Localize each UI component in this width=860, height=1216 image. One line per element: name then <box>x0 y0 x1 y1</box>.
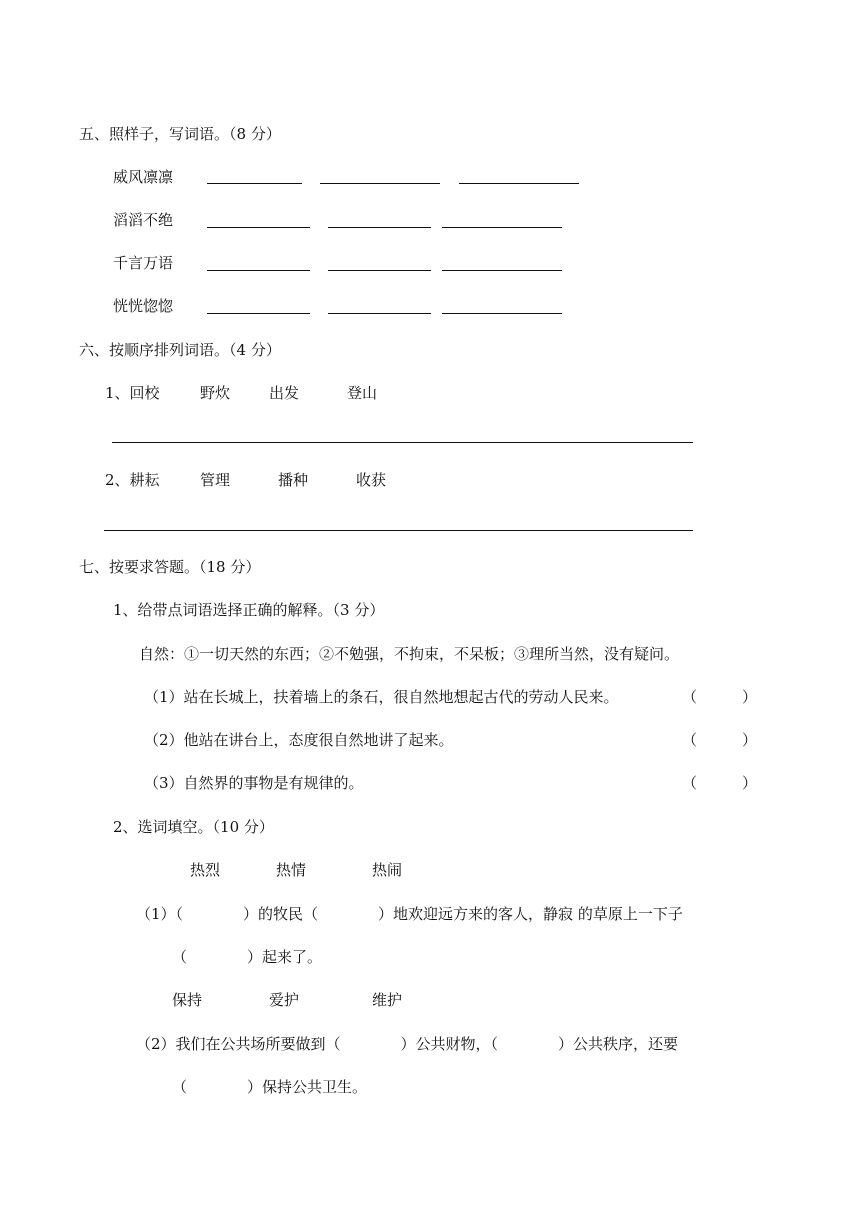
answer-blank[interactable] <box>442 270 562 271</box>
answer-blank[interactable] <box>207 313 310 314</box>
fill-sentence-cont: （ ）起来了。 <box>172 948 323 966</box>
q1-first-word: 1、回校 <box>105 384 160 402</box>
section-6-heading: 六、按顺序排列词语。（4 分） <box>79 341 281 359</box>
answer-paren[interactable]: （ ） <box>682 774 758 792</box>
word-item: 收获 <box>356 471 387 489</box>
example-word: 恍恍惚惚 <box>113 297 174 315</box>
word-choice: 维护 <box>372 991 403 1009</box>
answer-blank[interactable] <box>328 270 431 271</box>
fill-sentence-cont: （ ）保持公共卫生。 <box>172 1078 368 1096</box>
answer-paren[interactable]: （ ） <box>682 688 758 706</box>
answer-blank[interactable] <box>442 227 562 228</box>
definition-line: 自然：①一切天然的东西；②不勉强，不拘束，不呆板；③理所当然，没有疑问。 <box>139 645 680 663</box>
section-5-heading: 五、照样子，写词语。（8 分） <box>79 125 281 143</box>
answer-blank[interactable] <box>328 313 431 314</box>
word-choice: 热情 <box>276 861 307 879</box>
answer-line[interactable] <box>104 530 693 531</box>
word-item: 登山 <box>347 384 378 402</box>
example-word: 千言万语 <box>113 254 174 272</box>
example-word: 威风凛凛 <box>113 168 174 186</box>
answer-blank[interactable] <box>207 183 302 184</box>
word-choice: 保持 <box>172 991 203 1009</box>
answer-blank[interactable] <box>320 183 440 184</box>
fill-sentence: （1）（ ）的牧民（ ）地欢迎远方来的客人，静寂 的草原上一下子 <box>136 905 683 923</box>
answer-blank[interactable] <box>459 183 579 184</box>
section-7-heading: 七、按要求答题。（18 分） <box>79 558 261 576</box>
answer-line[interactable] <box>112 442 693 443</box>
word-choice: 爱护 <box>269 991 300 1009</box>
answer-blank[interactable] <box>442 313 562 314</box>
sentence-item: （2）他站在讲台上，态度很自然地讲了起来。 <box>144 731 454 749</box>
example-word: 滔滔不绝 <box>113 211 174 229</box>
q1-title: 1、给带点词语选择正确的解释。（3 分） <box>113 601 385 619</box>
word-item: 管理 <box>200 471 231 489</box>
answer-blank[interactable] <box>328 227 431 228</box>
word-item: 野炊 <box>200 384 231 402</box>
word-choice: 热烈 <box>190 861 221 879</box>
answer-paren[interactable]: （ ） <box>682 731 758 749</box>
sentence-item: （3）自然界的事物是有规律的。 <box>144 774 364 792</box>
sentence-item: （1）站在长城上，扶着墙上的条石，很自然地想起古代的劳动人民来。 <box>144 688 619 706</box>
word-item: 出发 <box>269 384 300 402</box>
word-item: 播种 <box>278 471 309 489</box>
answer-blank[interactable] <box>207 227 310 228</box>
q2-first-word: 2、耕耘 <box>105 471 160 489</box>
word-choice: 热闹 <box>372 861 403 879</box>
answer-blank[interactable] <box>207 270 310 271</box>
fill-sentence: （2）我们在公共场所要做到（ ）公共财物，（ ）公共秩序，还要 <box>136 1035 679 1053</box>
q2-title: 2、选词填空。（10 分） <box>113 818 274 836</box>
